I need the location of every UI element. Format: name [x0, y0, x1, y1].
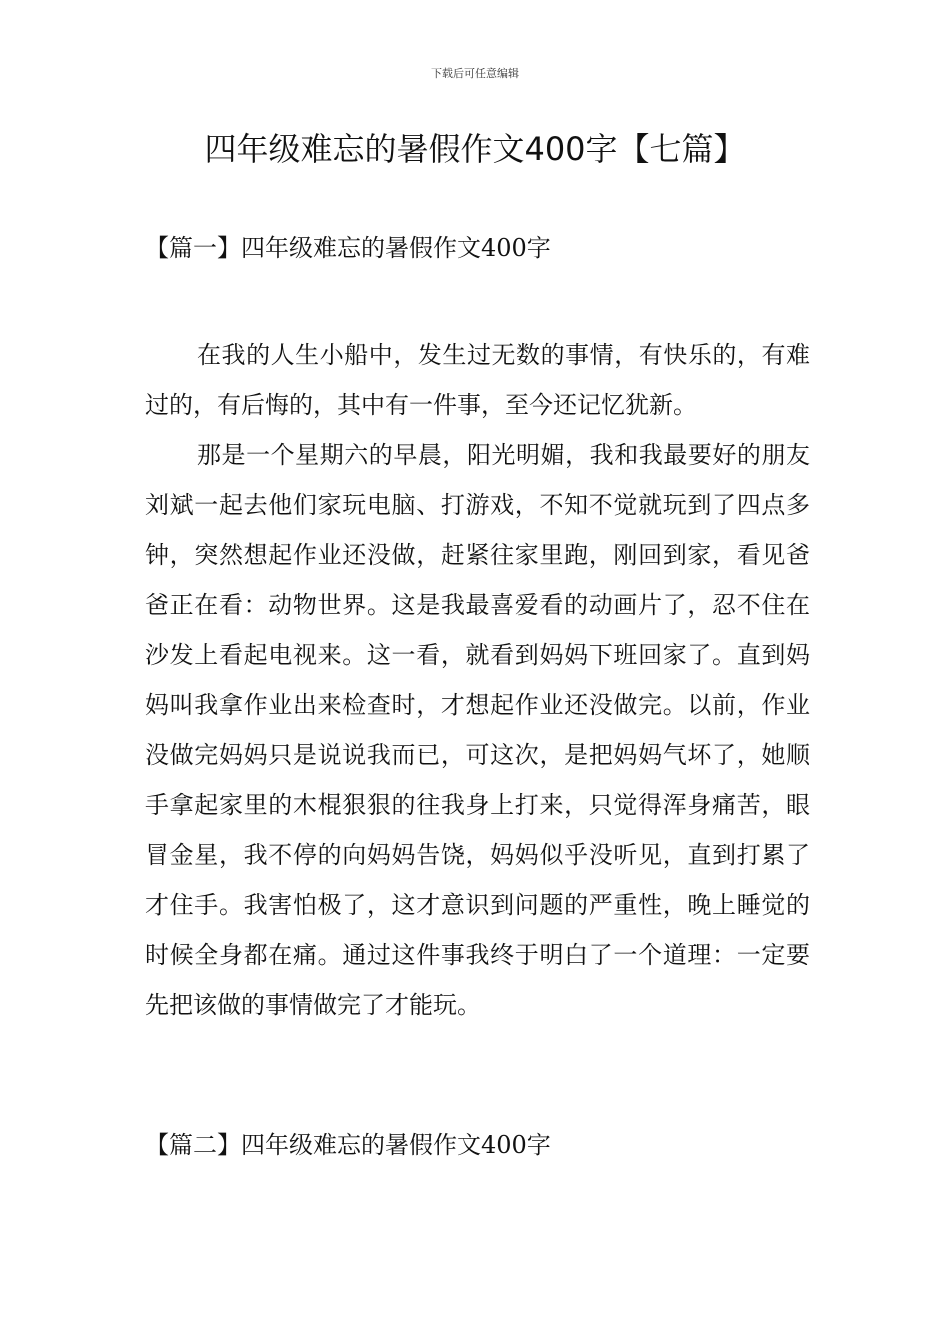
document-title: 四年级难忘的暑假作文400字【七篇】 — [204, 130, 746, 168]
paragraph-2: 那是一个星期六的早晨，阳光明媚，我和我最要好的朋友刘斌一起去他们家玩电脑、打游戏，不知不觉就玩到了四点多钟，突然想起作业还没做，赶紧往家里跑，刚回到家，看见爸爸正在看：动物世界。这是我最喜爱看的动画片了，忍不住在沙发上看起电视来。这一看，就看到妈妈下班回家了。直到妈妈叫我拿作业出来检查时，才想起作业还没做完。以前，作业没做完妈妈只是说说我而已，可这次，是把妈妈气坏了，她顺手拿起家里的木棍狠狠的往我身上打来，只觉得浑身痛苦，眼冒金星，我不停的向妈妈告饶，妈妈似乎没听见，直到打累了才住手。我害怕极了，这才意识到问题的严重性，晚上睡觉的时候全身都在痛。通过这件事我终于明白了一个道理：一定要先把该做的事情做完了才能玩。 — [145, 441, 810, 1019]
paragraph-1: 在我的人生小船中，发生过无数的事情，有快乐的，有难过的，有后悔的，其中有一件事，至今还记忆犹新。 — [145, 341, 810, 419]
section-heading-1: 【篇一】四年级难忘的暑假作文400字 — [145, 234, 551, 262]
section-1-body — [145, 330, 810, 1030]
section-heading-2: 【篇二】四年级难忘的暑假作文400字 — [145, 1131, 551, 1159]
header-note: 下载后可任意编辑 — [431, 67, 519, 80]
